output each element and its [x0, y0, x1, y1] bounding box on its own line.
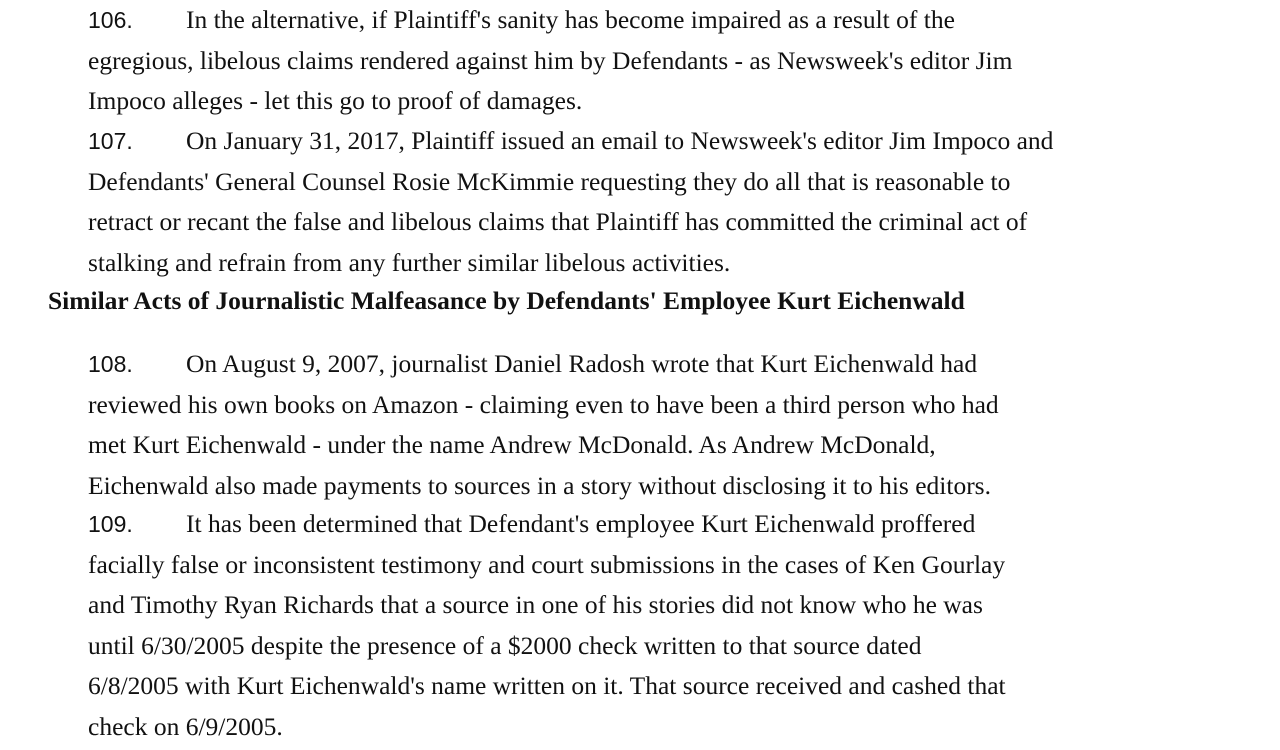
paragraph-number: 108. [88, 351, 133, 377]
paragraph-line: stalking and refrain from any further similar libelous activities. [88, 247, 731, 277]
paragraph-line [88, 504, 1268, 545]
paragraph-line: reviewed his own books on Amazon - claiming even to have been a third person who had [88, 389, 999, 419]
paragraph-line [88, 0, 1268, 41]
paragraph-text: It has been determined that Defendant's employee Kurt Eichenwald proffered [186, 509, 976, 538]
paragraph-text: On August 9, 2007, journalist Daniel Radosh wrote that Kurt Eichenwald had [186, 349, 978, 378]
paragraph-line: until 6/30/2005 despite the presence of a $2000 check written to that source dated [88, 630, 922, 660]
paragraph-106 [88, 0, 1268, 122]
paragraph-number: 107. [88, 128, 133, 154]
paragraph-text: In the alternative, if Plaintiff's sanity has become impaired as a result of the [186, 5, 955, 34]
paragraph-107 [88, 121, 1268, 283]
paragraph-109 [88, 504, 1268, 747]
paragraph-line: check on 6/9/2005. [88, 711, 283, 741]
paragraph-number: 109. [88, 511, 133, 537]
paragraph-line: 6/8/2005 with Kurt Eichenwald's name written on it. That source received and cashed that [88, 671, 1006, 700]
paragraph-line: Eichenwald also made payments to sources in a story without disclosing it to his editors. [88, 470, 991, 500]
paragraph-line: and Timothy Ryan Richards that a source in one of his stories did not know who he was [88, 590, 983, 619]
paragraph-line: met Kurt Eichenwald - under the name Andrew McDonald. As Andrew McDonald, [88, 430, 936, 459]
paragraph-line: facially false or inconsistent testimony and court submissions in the cases of Ken Gourlay [88, 549, 1006, 579]
paragraph-line: Defendants' General Counsel Rosie McKimmie requesting they do all that is reasonable to [88, 166, 1011, 196]
paragraph-108 [88, 344, 1268, 506]
paragraph-line: Impoco alleges - let this go to proof of damages. [88, 86, 583, 115]
paragraph-line [88, 344, 1268, 385]
paragraph-number: 106. [88, 7, 133, 33]
paragraph-text: On January 31, 2017, Plaintiff issued an email to Newsweek's editor Jim Impoco and [186, 126, 1054, 155]
section-heading: Similar Acts of Journalistic Malfeasance by Defendants' Employee Kurt Eichenwald [48, 286, 965, 315]
paragraph-line: egregious, libelous claims rendered against him by Defendants - as Newsweek's editor Jim [88, 45, 1013, 75]
paragraph-line [88, 121, 1268, 162]
paragraph-line: retract or recant the false and libelous claims that Plaintiff has committed the criminal act of [88, 207, 1028, 236]
